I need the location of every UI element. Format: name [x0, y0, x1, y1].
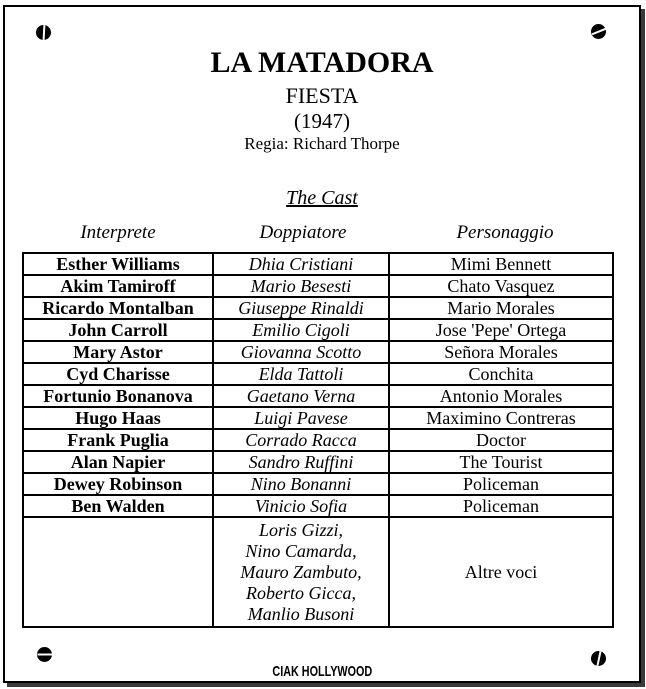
table-column-headers: [22, 222, 618, 244]
cell-interprete: Akim Tamiroff: [23, 275, 213, 297]
cell-interprete: Cyd Charisse: [23, 363, 213, 385]
cell-personaggio: The Tourist: [389, 451, 613, 473]
ciak-hollywood-logo: CIAK HOLLYWOOD: [272, 663, 372, 680]
voice-name: Mauro Zambuto,: [240, 561, 362, 582]
cell-doppiatore: Vinicio Sofia: [213, 495, 389, 517]
cell-interprete: Hugo Haas: [23, 407, 213, 429]
cell-personaggio: Policeman: [389, 473, 613, 495]
cell-doppiatore: Luigi Pavese: [213, 407, 389, 429]
screw-icon: [37, 647, 52, 662]
cell-personaggio: Policeman: [389, 495, 613, 517]
cell-interprete: Ricardo Montalban: [23, 297, 213, 319]
credits-card-page: [3, 5, 641, 683]
cell-interprete: John Carroll: [23, 319, 213, 341]
column-header-personaggio: Personaggio: [456, 222, 554, 243]
cell-interprete: Esther Williams: [23, 253, 213, 275]
director-line: Regia: Richard Thorpe: [244, 134, 400, 153]
footer: [5, 663, 639, 681]
table-row: [23, 385, 613, 407]
cell-doppiatore: Emilio Cigoli: [213, 319, 389, 341]
cell-personaggio: Conchita: [389, 363, 613, 385]
screw-icon: [36, 25, 51, 40]
film-original-title: FIESTA: [285, 83, 359, 108]
cell-doppiatore: Mario Besesti: [213, 275, 389, 297]
screw-slot: [37, 654, 52, 656]
cell-personaggio: Mario Morales: [389, 297, 613, 319]
screw-icon: [591, 24, 606, 39]
table-row: [23, 363, 613, 385]
cell-doppiatore: Gaetano Verna: [213, 385, 389, 407]
cell-interprete: [23, 517, 213, 627]
table-row: [23, 297, 613, 319]
cell-doppiatore: Sandro Ruffini: [213, 451, 389, 473]
cell-interprete: Dewey Robinson: [23, 473, 213, 495]
cell-interprete: Mary Astor: [23, 341, 213, 363]
cell-doppiatore: Corrado Racca: [213, 429, 389, 451]
other-voices-row: [23, 517, 613, 627]
cell-personaggio: Chato Vasquez: [389, 275, 613, 297]
table-row: [23, 275, 613, 297]
table-row: [23, 341, 613, 363]
cell-doppiatore-voices: [213, 517, 389, 627]
film-year: (1947): [294, 109, 350, 133]
cell-doppiatore: Elda Tattoli: [213, 363, 389, 385]
cell-doppiatore: Giuseppe Rinaldi: [213, 297, 389, 319]
voice-name: Manlio Busoni: [247, 603, 355, 624]
table-row: [23, 253, 613, 275]
cell-doppiatore: Nino Bonanni: [213, 473, 389, 495]
table-row: [23, 407, 613, 429]
cell-personaggio: Señora Morales: [389, 341, 613, 363]
column-header-interprete: Interprete: [80, 222, 156, 243]
cell-doppiatore: Dhia Cristiani: [213, 253, 389, 275]
cell-interprete: Frank Puglia: [23, 429, 213, 451]
table-row: [23, 429, 613, 451]
cell-interprete: Alan Napier: [23, 451, 213, 473]
table-row: [23, 473, 613, 495]
cell-personaggio: Maximino Contreras: [389, 407, 613, 429]
voice-name: Nino Camarda,: [245, 540, 357, 561]
section-title: The Cast: [286, 187, 358, 209]
voice-name: Roberto Gicca,: [246, 582, 356, 603]
screw-slot: [591, 28, 606, 35]
cell-interprete: Fortunio Bonanova: [23, 385, 213, 407]
cell-personaggio: Jose 'Pepe' Ortega: [389, 319, 613, 341]
cell-personaggio: Mimi Bennett: [389, 253, 613, 275]
cell-doppiatore: Giovanna Scotto: [213, 341, 389, 363]
table-row: [23, 319, 613, 341]
table-row: [23, 451, 613, 473]
screw-slot: [42, 25, 45, 40]
voice-name: Loris Gizzi,: [258, 519, 344, 540]
cell-interprete: Ben Walden: [23, 495, 213, 517]
table-row: [23, 495, 613, 517]
cast-table: [22, 252, 614, 628]
column-header-doppiatore: Doppiatore: [259, 222, 347, 243]
page-title: LA MATADORA: [210, 46, 434, 79]
cell-personaggio: Altre voci: [389, 517, 613, 627]
cell-personaggio: Doctor: [389, 429, 613, 451]
cell-personaggio: Antonio Morales: [389, 385, 613, 407]
